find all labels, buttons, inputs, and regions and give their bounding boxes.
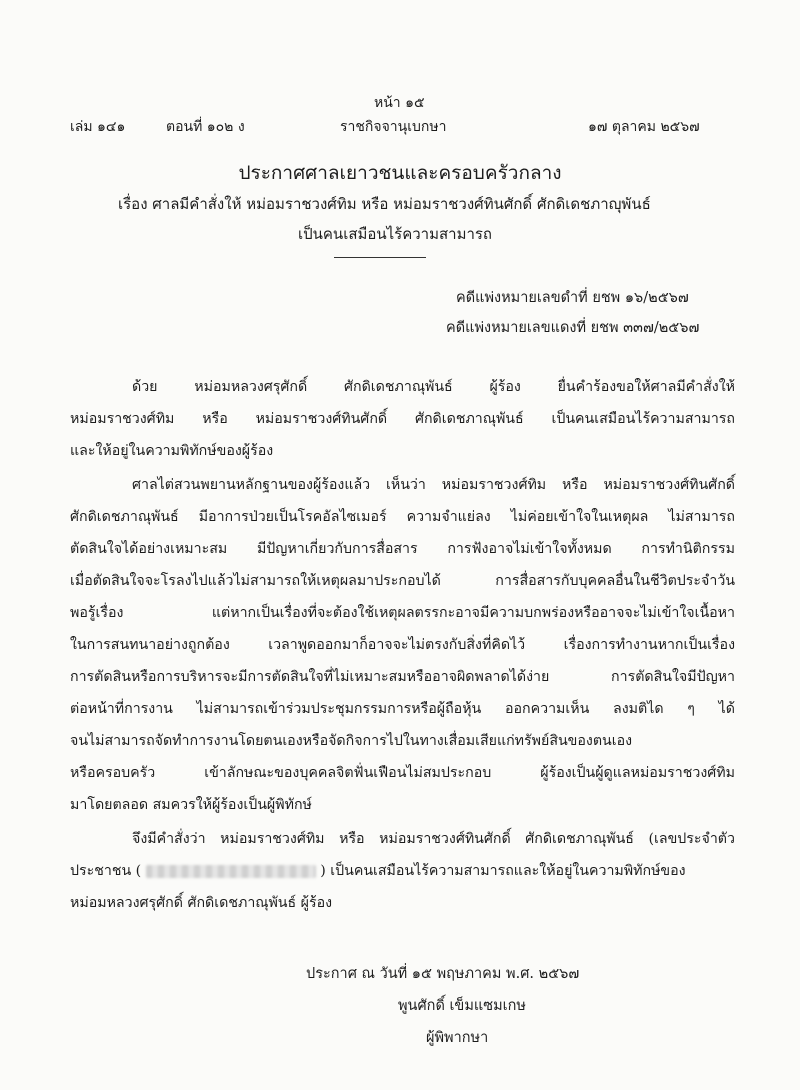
paragraph-2-line: พอรู้เรื่อง แต่หากเป็นเรื่องที่จะต้องใช้เหตุผลตรรกะอาจมีความบกพร่องหรืออาจจะไม่เข้าใจเนื้อหา xyxy=(70,605,735,621)
red-case-number: คดีแพ่งหมายเลขแดงที่ ยชพ ๓๓๗/๒๕๖๗ xyxy=(446,320,700,336)
page-number: หน้า ๑๕ xyxy=(374,95,425,111)
title-divider xyxy=(334,257,426,258)
paragraph-2-line: มาโดยตลอด สมควรให้ผู้ร้องเป็นผู้พิทักษ์ xyxy=(70,797,312,813)
redacted-id-number xyxy=(146,865,316,878)
subject-line-1: เรื่อง ศาลมีคำสั่งให้ หม่อมราชวงศ์ทิม หรือ หม่อมราชวงศ์ทินศักดิ์ ศักดิเดชภาญุพันธ์ xyxy=(118,195,651,213)
paragraph-2-line: หรือครอบครัว เข้าลักษณะของบุคคลจิตฟั่นเฟือนไม่สมประกอบ ผู้ร้องเป็นผู้ดูแลหม่อมราชวงศ์ทิม xyxy=(70,765,735,781)
black-case-number: คดีแพ่งหมายเลขดำที่ ยชพ ๑๖/๒๕๖๗ xyxy=(456,290,689,306)
paragraph-2-line: ศาลไต่สวนพยานหลักฐานของผู้ร้องแล้ว เห็นว่า หม่อมราชวงศ์ทิม หรือ หม่อมราชวงศ์ทินศักดิ์ xyxy=(132,477,735,493)
paragraph-2-line: ศักดิเดชภาณุพันธ์ มีอาการป่วยเป็นโรคอัลไซเมอร์ ความจำแย่ลง ไม่ค่อยเข้าใจในเหตุผล ไม่สามารถ xyxy=(70,509,735,525)
signer-position: ผู้พิพากษา xyxy=(426,1030,489,1046)
gazette-name: ราชกิจจานุเบกษา xyxy=(340,119,447,135)
paragraph-2-line: ต่อหน้าที่การงาน ไม่สามารถเข้าร่วมประชุมกรรมการหรือผู้ถือหุ้น ออกความเห็น ลงมติได ๆ ได้ xyxy=(70,701,735,717)
signer-name: พูนศักดิ์ เข็มแซมเกษ xyxy=(398,998,526,1014)
announcement-date: ประกาศ ณ วันที่ ๑๕ พฤษภาคม พ.ศ. ๒๕๖๗ xyxy=(306,966,580,982)
id-label-end: ) เป็นคนเสมือนไร้ความสามารถและให้อยู่ในความพิทักษ์ของ xyxy=(320,863,686,879)
section-number: ตอนที่ ๑๐๒ ง xyxy=(166,119,245,135)
paragraph-2-line: การตัดสินหรือการบริหารจะมีการตัดสินใจที่ไม่เหมาะสมหรืออาจผิดพลาดได้ง่าย การตัดสินใจมีปัญหา xyxy=(70,669,735,685)
paragraph-2-line: เมื่อตัดสินใจจะโรลงไปแล้วไม่สามารถให้เหตุผลมาประกอบได้ การสื่อสารกับบุคคลอื่นในชีวิตประจำวัน xyxy=(70,573,735,589)
volume-number: เล่ม ๑๔๑ xyxy=(70,119,126,135)
paragraph-3-line: หม่อมหลวงศรุศักดิ์ ศักดิเดชภาณุพันธ์ ผู้ร้อง xyxy=(70,895,333,911)
paragraph-3-line-2 xyxy=(70,860,686,882)
paragraph-1-line: หม่อมราชวงศ์ทิม หรือ หม่อมราชวงศ์ทินศักดิ์ ศักดิเดชภาณุพันธ์ เป็นคนเสมือนไร้ความสามารถ xyxy=(70,411,735,427)
announcement-title: ประกาศศาลเยาวชนและครอบครัวกลาง xyxy=(238,162,562,184)
paragraph-1-line: และให้อยู่ในความพิทักษ์ของผู้ร้อง xyxy=(70,443,274,459)
paragraph-2-line: ตัดสินใจได้อย่างเหมาะสม มีปัญหาเกี่ยวกับการสื่อสาร การฟังอาจไม่เข้าใจทั้งหมด การทำนิติกรรม xyxy=(70,541,735,557)
subject-line-2: เป็นคนเสมือนไร้ความสามารถ xyxy=(298,225,493,243)
paragraph-1-line: ด้วย หม่อมหลวงศรุศักดิ์ ศักดิเดชภาณุพันธ์ ผู้ร้อง ยื่นคำร้องขอให้ศาลมีคำสั่งให้ xyxy=(132,379,735,395)
id-label: ประชาชน ( xyxy=(70,863,142,879)
publish-date: ๑๗ ตุลาคม ๒๕๖๗ xyxy=(588,119,700,135)
paragraph-2-line: จนไม่สามารถจัดทำการงานโดยตนเองหรือจัดกิจการไปในทางเสื่อมเสียแก่ทรัพย์สินของตนเอง xyxy=(70,733,633,749)
paragraph-3-line: จึงมีคำสั่งว่า หม่อมราชวงศ์ทิม หรือ หม่อมราชวงศ์ทินศักดิ์ ศักดิเดชภาณุพันธ์ (เลขประจำตัว xyxy=(132,831,735,847)
paragraph-2-line: ในการสนทนาอย่างถูกต้อง เวลาพูดออกมาก็อาจจะไม่ตรงกับสิ่งที่คิดไว้ เรื่องการทำงานหากเป็นเรื่อง xyxy=(70,637,735,653)
